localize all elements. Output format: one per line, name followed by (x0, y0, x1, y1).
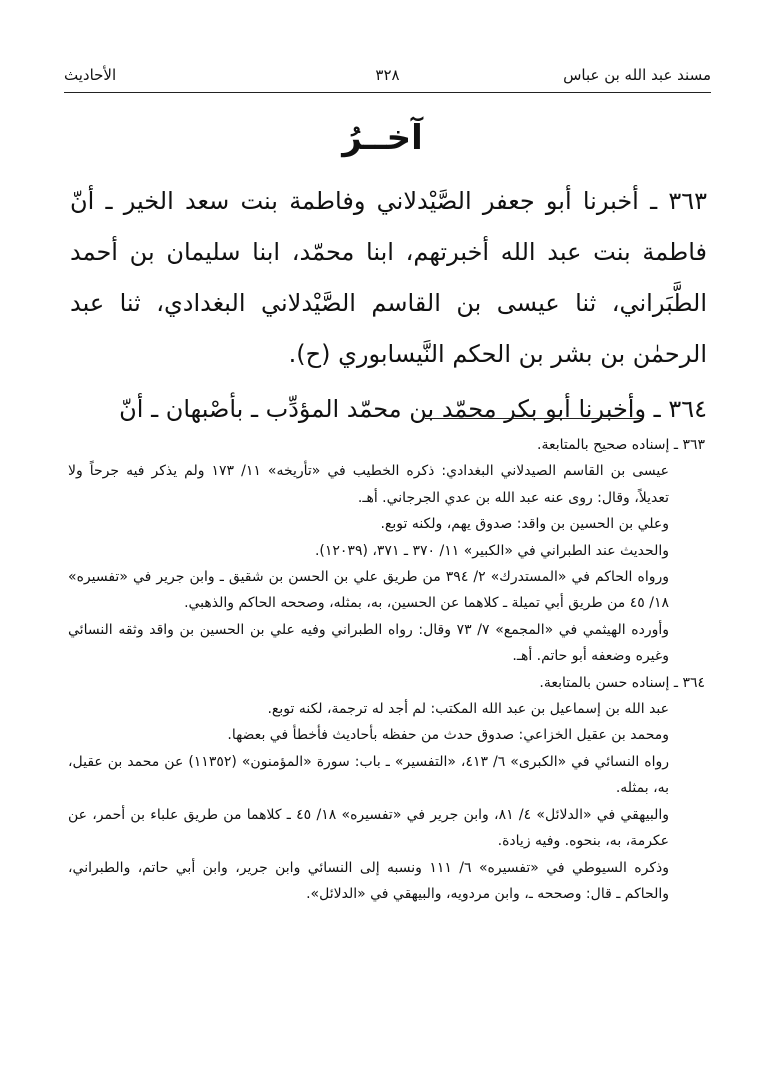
footnote-paragraph: ورواه الحاكم في «المستدرك» ٢/ ٣٩٤ من طريق علي بن الحسن بن شقيق ـ وابن جرير في «تفسيره» ١٨/ ٤٥ من طريق أبي تميلة ـ كلاهما عن الحسين، به، بمثله، وصححه الحاكم والذهبي. (68, 569, 669, 612)
footnote-paragraph: عيسى بن القاسم الصيدلاني البغدادي: ذكره الخطيب في «تأريخه» ١١/ ١٧٣ ولم يذكر فيه جرحاً ولا تعديلاً، وقال: روى عنه عبد الله بن عدي الجرجاني. أهـ. (68, 463, 669, 506)
footnote-paragraph: ومحمد بن عقيل الخزاعي: صدوق حدث من حفظه بأحاديث فأخطأ في بعضها. (227, 727, 669, 744)
footnote-paragraph: وأورده الهيثمي في «المجمع» ٧/ ٧٣ وقال: رواه الطبراني وفيه علي بن الحسين بن واقد وثقه النسائي وغيره وضعفه أبو حاتم. أهـ. (68, 621, 669, 665)
page-number: ٣٢٨ (375, 66, 400, 84)
page-header (64, 62, 711, 93)
footnotes (68, 432, 705, 907)
hadith-363: ٣٦٣ ـ أخبرنا أبو جعفر الصَّيْدلاني وفاطمة بنت سعد الخير ـ أنّ فاطمة بنت عبد الله أخبرتهم، ابنا محمّد، ابنا سليمان بن أحمد الطَّبَراني، ثنا عيسى بن القاسم الصَّيْدلاني البغدادي، ثنا عبد الرحمٰن بن بشر بن الحكم النَّيسابوري (ح). (70, 187, 707, 368)
section-title: آخــرُ (342, 118, 423, 158)
footnote-paragraph: عبد الله بن إسماعيل بن عبد الله المكتب: لم أجد له ترجمة، لكنه توبع. (267, 701, 669, 718)
book-title: مسند عبد الله بن عباس (563, 66, 711, 84)
footnote-paragraph: رواه النسائي في «الكبرى» ٦/ ٤١٣، «التفسير» ـ باب: سورة «المؤمنون» (١١٣٥٢) عن محمد بن عقيل، به، بمثله. (68, 753, 669, 797)
footnote-paragraph: والحديث عند الطبراني في «الكبير» ١١/ ٣٧٠ ـ ٣٧١، (١٢٠٣٩). (314, 542, 669, 559)
section-name: الأحاديث (64, 66, 117, 84)
footnote-divider (425, 418, 641, 419)
footnote-363-heading: ٣٦٣ ـ إسناده صحيح بالمتابعة. (537, 437, 705, 453)
main-text (70, 176, 707, 435)
footnote-paragraph: وعلي بن الحسين بن واقد: صدوق يهم، ولكنه توبع. (380, 516, 669, 533)
hadith-364: ٣٦٤ ـ وأخبرنا أبو بكر محمّد بن محمّد المؤدِّب ـ بأصْبهان ـ أنّ (119, 395, 707, 423)
footnote-paragraph: وذكره السيوطي في «تفسيره» ٦/ ١١١ ونسبه إلى النسائي وابن جرير، وابن أبي حاتم، والطبراني، والحاكم ـ قال: وصححه ـ، وابن مردويه، والبيهقي في «الدلائل». (68, 859, 670, 902)
footnote-paragraph: والبيهقي في «الدلائل» ٤/ ٨١، وابن جرير في «تفسيره» ١٨/ ٤٥ ـ كلاهما من طريق علباء بن أحمر، عن عكرمة، به، بنحوه. وفيه زيادة. (68, 806, 670, 850)
footnote-364-heading: ٣٦٤ ـ إسناده حسن بالمتابعة. (539, 674, 705, 691)
